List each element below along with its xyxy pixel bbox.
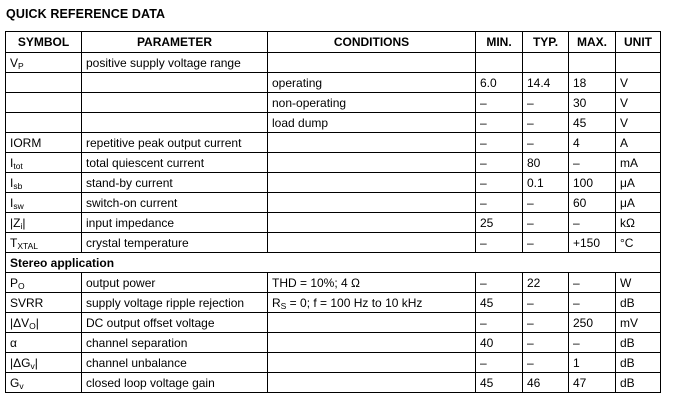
symbol-cell: SVRR: [6, 293, 82, 313]
unit-cell: μA: [616, 173, 661, 193]
table-row: [6, 373, 661, 393]
header-row: [6, 32, 661, 53]
unit-cell: V: [616, 73, 661, 93]
max-cell: –: [569, 153, 616, 173]
parameter-cell: repetitive peak output current: [82, 133, 268, 153]
table-row: [6, 293, 661, 313]
table-row: [6, 73, 661, 93]
col-header-min: MIN.: [476, 32, 523, 53]
condition-cell: load dump: [268, 113, 476, 133]
table-row: [6, 333, 661, 353]
typ-cell: –: [523, 233, 569, 253]
min-cell: –: [476, 273, 523, 293]
condition-cell: [268, 373, 476, 393]
condition-cell: [268, 173, 476, 193]
symbol-cell: $I_{sw}$: [6, 193, 82, 213]
min-cell: –: [476, 173, 523, 193]
min-cell: –: [476, 113, 523, 133]
symbol-cell: $I_{sb}$: [6, 173, 82, 193]
unit-cell: dB: [616, 293, 661, 313]
unit-cell: mV: [616, 313, 661, 333]
table-row: [6, 133, 661, 153]
typ-cell: –: [523, 213, 569, 233]
min-cell: –: [476, 353, 523, 373]
unit-cell: V: [616, 93, 661, 113]
symbol-cell: IORM: [6, 133, 82, 153]
max-cell: 100: [569, 173, 616, 193]
symbol-cell: $P_O$: [6, 273, 82, 293]
max-cell: 45: [569, 113, 616, 133]
col-header-parameter: PARAMETER: [82, 32, 268, 53]
min-cell: –: [476, 313, 523, 333]
condition-cell: [268, 133, 476, 153]
table-row: [6, 273, 661, 293]
typ-cell: –: [523, 293, 569, 313]
condition-cell: THD = 10%; 4 Ω: [268, 273, 476, 293]
min-cell: –: [476, 233, 523, 253]
section-row: [6, 253, 661, 273]
parameter-cell: total quiescent current: [82, 153, 268, 173]
symbol-cell: $|\Delta G_v|$: [6, 353, 82, 373]
max-cell: 60: [569, 193, 616, 213]
table-row: [6, 153, 661, 173]
parameter-cell: stand-by current: [82, 173, 268, 193]
col-header-conditions: CONDITIONS: [268, 32, 476, 53]
condition-cell: operating: [268, 73, 476, 93]
min-cell: 45: [476, 293, 523, 313]
min-cell: –: [476, 93, 523, 113]
parameter-cell: output power: [82, 273, 268, 293]
typ-cell: –: [523, 93, 569, 113]
typ-cell: –: [523, 333, 569, 353]
table-row: [6, 353, 661, 373]
typ-cell: –: [523, 313, 569, 333]
condition-cell: [268, 353, 476, 373]
max-cell: –: [569, 293, 616, 313]
max-cell: –: [569, 333, 616, 353]
page-title: QUICK REFERENCE DATA: [6, 7, 166, 21]
min-cell: 6.0: [476, 73, 523, 93]
max-cell: 250: [569, 313, 616, 333]
condition-cell: [268, 153, 476, 173]
typ-cell: 0.1: [523, 173, 569, 193]
symbol-cell: $V_P$: [6, 53, 82, 73]
parameter-cell: input impedance: [82, 213, 268, 233]
min-cell: –: [476, 133, 523, 153]
col-header-typ: TYP.: [523, 32, 569, 53]
table-row: [6, 53, 661, 73]
table-row: [6, 233, 661, 253]
condition-cell: $R_S = 0$; f = 100 Hz to 10 kHz: [268, 293, 476, 313]
max-cell: –: [569, 273, 616, 293]
table-row: [6, 173, 661, 193]
col-header-unit: UNIT: [616, 32, 661, 53]
typ-cell: 14.4: [523, 73, 569, 93]
unit-cell: °C: [616, 233, 661, 253]
unit-cell: W: [616, 273, 661, 293]
unit-cell: V: [616, 113, 661, 133]
unit-cell: kΩ: [616, 213, 661, 233]
typ-cell: –: [523, 193, 569, 213]
typ-cell: –: [523, 133, 569, 153]
symbol-cell: $T_{XTAL}$: [6, 233, 82, 253]
min-cell: –: [476, 193, 523, 213]
max-cell: 4: [569, 133, 616, 153]
col-header-max: MAX.: [569, 32, 616, 53]
unit-cell: dB: [616, 333, 661, 353]
unit-cell: mA: [616, 153, 661, 173]
unit-cell: dB: [616, 353, 661, 373]
parameter-cell: supply voltage ripple rejection: [82, 293, 268, 313]
table-row: [6, 213, 661, 233]
condition-cell: [268, 233, 476, 253]
typ-cell: 22: [523, 273, 569, 293]
symbol-cell: $G_v$: [6, 373, 82, 393]
condition-cell: [268, 193, 476, 213]
min-cell: 25: [476, 213, 523, 233]
table-row: [6, 313, 661, 333]
max-cell: 1: [569, 353, 616, 373]
min-cell: 40: [476, 333, 523, 353]
typ-cell: 46: [523, 373, 569, 393]
parameter-cell: DC output offset voltage: [82, 313, 268, 333]
max-cell: +150: [569, 233, 616, 253]
symbol-cell: $|\Delta V_O|$: [6, 313, 82, 333]
table-row: [6, 193, 661, 213]
condition-cell: [268, 213, 476, 233]
min-cell: –: [476, 153, 523, 173]
parameter-cell: crystal temperature: [82, 233, 268, 253]
max-cell: 18: [569, 73, 616, 93]
col-header-symbol: SYMBOL: [6, 32, 82, 53]
condition-cell: [268, 333, 476, 353]
table-row: [6, 113, 661, 133]
parameter-cell: switch-on current: [82, 193, 268, 213]
max-cell: 30: [569, 93, 616, 113]
unit-cell: A: [616, 133, 661, 153]
section-heading: Stereo application: [6, 253, 661, 273]
symbol-cell: α: [6, 333, 82, 353]
quick-reference-table: [5, 31, 661, 393]
symbol-cell: $|Z_i|$: [6, 213, 82, 233]
parameter-cell: channel separation: [82, 333, 268, 353]
max-cell: 47: [569, 373, 616, 393]
symbol-cell: $I_{tot}$: [6, 153, 82, 173]
typ-cell: –: [523, 113, 569, 133]
parameter-cell: channel unbalance: [82, 353, 268, 373]
min-cell: 45: [476, 373, 523, 393]
unit-cell: μA: [616, 193, 661, 213]
parameter-cell: positive supply voltage range: [82, 53, 268, 73]
typ-cell: –: [523, 353, 569, 373]
unit-cell: dB: [616, 373, 661, 393]
condition-cell: non-operating: [268, 93, 476, 113]
condition-cell: [268, 313, 476, 333]
max-cell: –: [569, 213, 616, 233]
typ-cell: 80: [523, 153, 569, 173]
table-row: [6, 93, 661, 113]
parameter-cell: closed loop voltage gain: [82, 373, 268, 393]
